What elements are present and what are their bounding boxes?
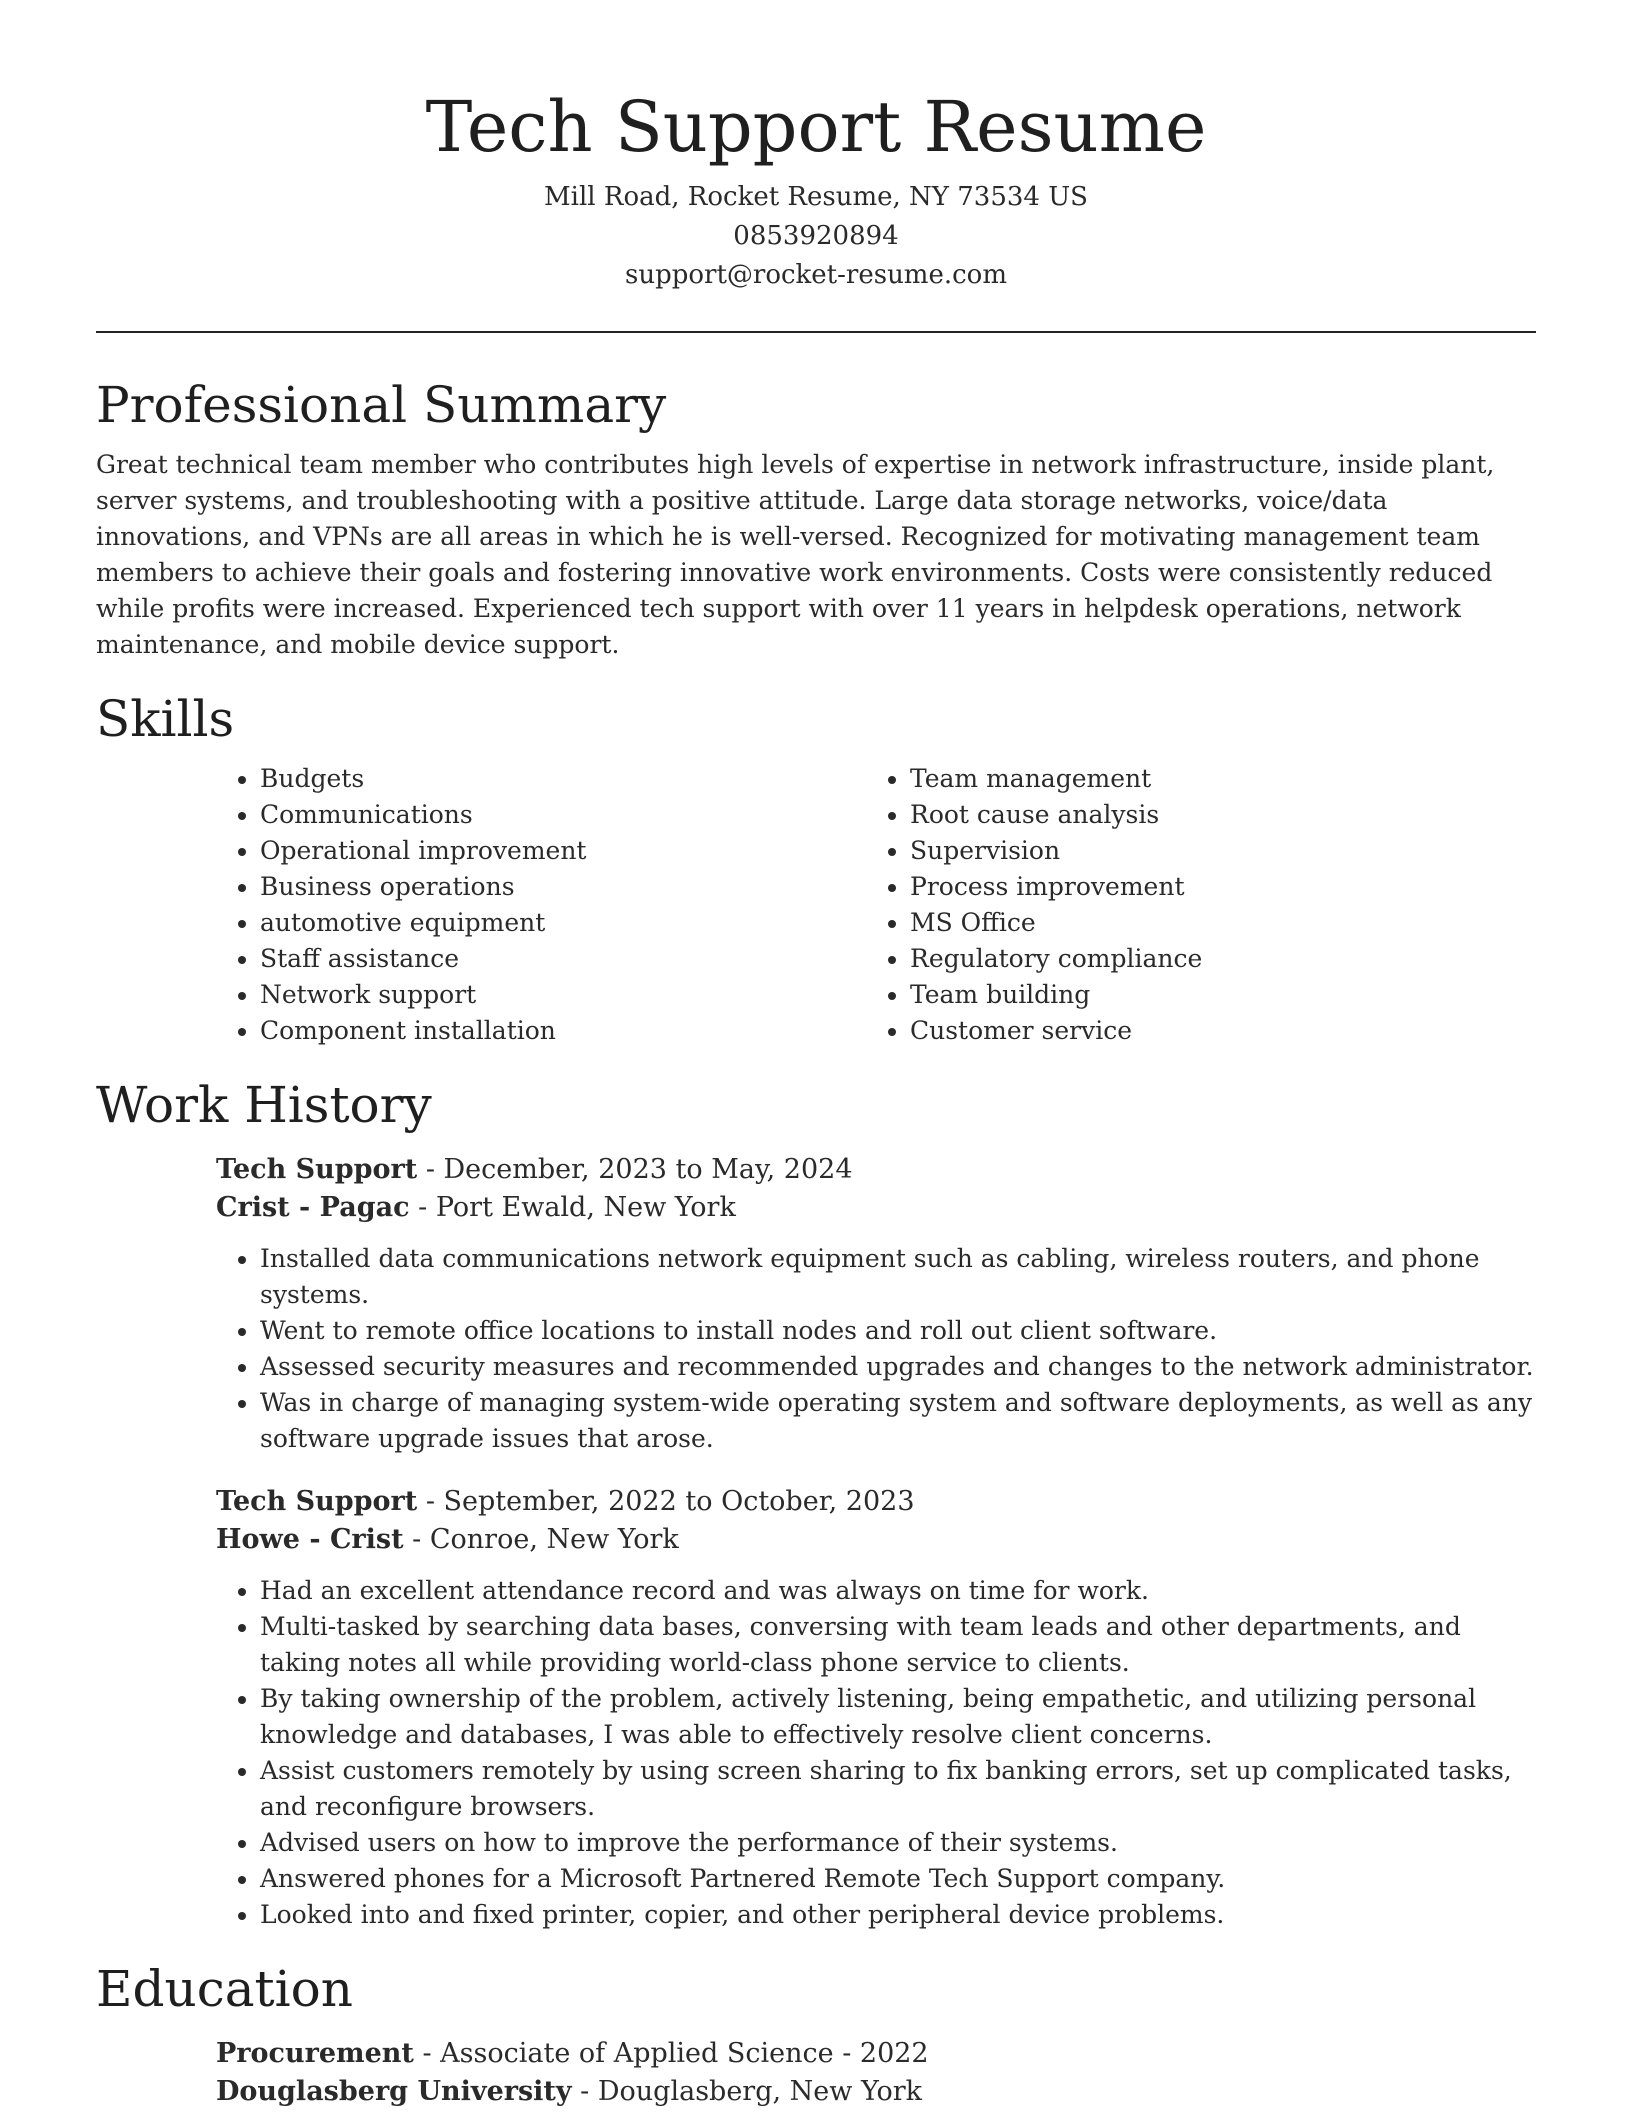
job-role: Tech Support	[216, 1154, 418, 1185]
address: Mill Road, Rocket Resume, NY 73534 US	[544, 182, 1088, 212]
skill-item: • Regulatory compliance	[910, 941, 1516, 977]
job-entry	[216, 1151, 1536, 1457]
job-duty: • Installed data communications network equipment such as cabling, wireless routers, and phone systems.	[260, 1241, 1536, 1313]
skill-item: • Root cause analysis	[910, 797, 1516, 833]
school-location: - Douglasberg, New York	[571, 2076, 922, 2107]
skills-list-right	[866, 761, 1516, 1049]
education-section	[96, 1957, 1536, 2111]
job-duty: • Went to remote office locations to install nodes and roll out client software.	[260, 1313, 1536, 1349]
job-duties-list	[216, 1241, 1536, 1457]
job-dates: - December, 2023 to May, 2024	[417, 1154, 853, 1185]
job-dates: - September, 2022 to October, 2023	[417, 1486, 915, 1517]
skill-item: • Staff assistance	[260, 941, 866, 977]
job-duty: • Assist customers remotely by using screen sharing to fix banking errors, set up complicated tasks, and reconfigure browsers.	[260, 1753, 1536, 1825]
job-duty: • Assessed security measures and recommended upgrades and changes to the network administrator.	[260, 1349, 1536, 1385]
phone: 0853920894	[733, 221, 899, 251]
school-line	[216, 2073, 1536, 2111]
job-duty: • Had an excellent attendance record and was always on time for work.	[260, 1573, 1536, 1609]
job-company: Crist - Pagac	[216, 1192, 410, 1223]
job-location: - Port Ewald, New York	[409, 1192, 736, 1223]
job-duty: • Was in charge of managing system-wide operating system and software deployments, as well as any software upgrade issues that arose.	[260, 1385, 1536, 1457]
section-title-skills: Skills	[96, 690, 235, 748]
professional-summary-section	[96, 373, 1536, 663]
resume-page	[96, 0, 1536, 2111]
section-title-summary: Professional Summary	[96, 376, 667, 434]
degree-line	[216, 2035, 1536, 2073]
skill-item: • Customer service	[910, 1013, 1516, 1049]
education-entry	[216, 2035, 1536, 2111]
skill-item: • automotive equipment	[260, 905, 866, 941]
skill-item: • MS Office	[910, 905, 1516, 941]
email: support@rocket-resume.com	[624, 260, 1007, 290]
education-field: Procurement	[216, 2038, 414, 2069]
skill-item: • Process improvement	[910, 869, 1516, 905]
job-duty: • Advised users on how to improve the performance of their systems.	[260, 1825, 1536, 1861]
section-title-work: Work History	[96, 1076, 432, 1134]
skill-item: • Team management	[910, 761, 1516, 797]
skills-column-left	[216, 761, 866, 1049]
skill-item: • Component installation	[260, 1013, 866, 1049]
job-title-line	[216, 1483, 1536, 1521]
job-duty: • Looked into and fixed printer, copier, and other peripheral device problems.	[260, 1897, 1536, 1933]
job-duty: • Multi-tasked by searching data bases, conversing with team leads and other departments, and taking notes all while providing world-class phone service to clients.	[260, 1609, 1536, 1681]
skills-column-right	[866, 761, 1516, 1049]
job-duties-list	[216, 1573, 1536, 1933]
skill-item: • Business operations	[260, 869, 866, 905]
job-title-line	[216, 1151, 1536, 1189]
job-duty: • By taking ownership of the problem, actively listening, being empathetic, and utilizing personal knowledge and databases, I was able to effectively resolve client concerns.	[260, 1681, 1536, 1753]
summary-text: Great technical team member who contributes high levels of expertise in network infrastructure, inside plant, server systems, and troubleshooting with a positive attitude. Large data storage networks, voice/data innovations, and VPNs are all areas in which he is well-versed. Recognized for motivating management team members to achieve their goals and fostering innovative work environments. Costs were consistently reduced while profits were increased. Experienced tech support with over 11 years in helpdesk operations, network maintenance, and mobile device support.	[96, 450, 1495, 659]
resume-title: Tech Support Resume	[425, 86, 1207, 168]
job-role: Tech Support	[216, 1486, 418, 1517]
job-company-line	[216, 1521, 1536, 1559]
job-location: - Conroe, New York	[403, 1524, 679, 1555]
section-title-education: Education	[96, 1960, 353, 2018]
skill-item: • Communications	[260, 797, 866, 833]
skills-section	[96, 687, 1536, 1049]
contact-info	[96, 178, 1536, 295]
school-name: Douglasberg University	[216, 2076, 572, 2107]
work-history-section	[96, 1073, 1536, 1933]
skill-item: • Operational improvement	[260, 833, 866, 869]
header-divider	[96, 331, 1536, 333]
resume-header	[96, 0, 1536, 295]
job-company-line	[216, 1189, 1536, 1227]
skill-item: • Network support	[260, 977, 866, 1013]
job-company: Howe - Crist	[216, 1524, 404, 1555]
job-duty: • Answered phones for a Microsoft Partnered Remote Tech Support company.	[260, 1861, 1536, 1897]
skills-grid	[216, 761, 1536, 1049]
skill-item: • Supervision	[910, 833, 1516, 869]
job-entry	[216, 1483, 1536, 1933]
skills-list-left	[216, 761, 866, 1049]
skill-item: • Budgets	[260, 761, 866, 797]
skill-item: • Team building	[910, 977, 1516, 1013]
degree-year: - Associate of Applied Science - 2022	[413, 2038, 929, 2069]
